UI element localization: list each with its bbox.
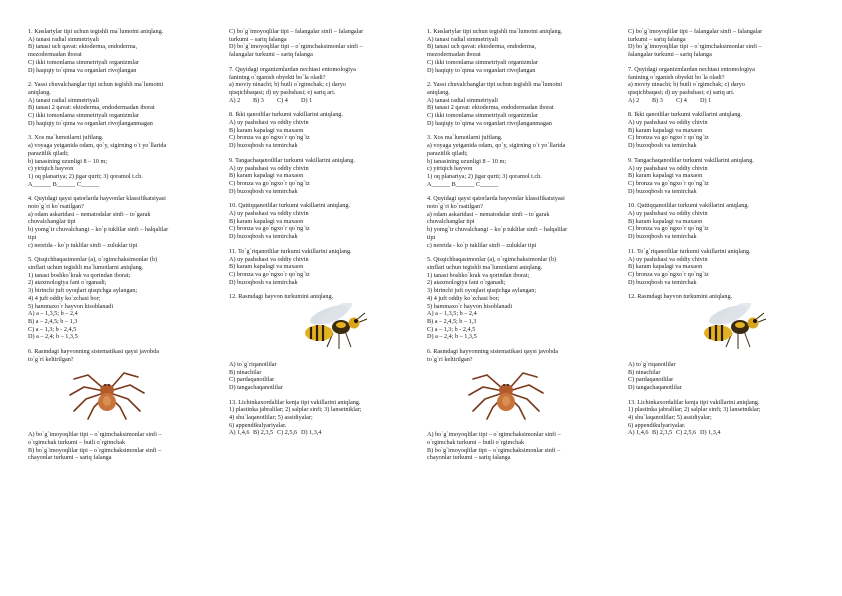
spider-illustration — [465, 365, 619, 424]
answer-options — [628, 429, 820, 437]
text-line: C) a – 1,3; b - 2,4,5 — [427, 325, 476, 333]
text-line: B) tanasi uch qavat: ektoderma, endoderma, — [427, 43, 537, 51]
page-column-3 — [427, 28, 619, 469]
text-line: 10. Qattiqqanotlilar turkumi vakillarini aniqlang. — [229, 202, 350, 210]
text-line: a) moviy ninachi; b) butli o`rgimchak; c) daryo — [628, 81, 745, 89]
answer-option: A) 1,4,6 — [229, 429, 250, 437]
question-block — [427, 348, 619, 424]
text-line: 3. Xos ma`lumotlarni juftlang. — [427, 134, 503, 142]
text-line: 2. Yassi chuvalchanglar tipi uchun tegishli ma`lumotni — [28, 81, 164, 89]
text-line: C) bronza va go`ngxo`r qo`ng`iz — [229, 270, 310, 278]
text-line: 8. Ikki qanotlilar turkumi vakillarini aniqlang. — [229, 111, 343, 119]
text-line: 4) 4 juft oddiy ko`zchasi bor; — [427, 294, 500, 302]
text-line: chuvalchanglar tipi — [28, 218, 76, 226]
question-block — [229, 399, 421, 438]
text-line: noto`g`ri ko`rsatilgan? — [28, 203, 84, 211]
text-line: D) tangachaqanotlilar — [229, 383, 283, 391]
question-block — [427, 81, 619, 127]
question-block — [28, 134, 220, 188]
text-line: 12. Rasmdagi hayvon turkumini aniqlang. — [229, 293, 334, 301]
question-block — [427, 256, 619, 341]
text-line: parazitlik qiladi; — [427, 149, 468, 157]
text-line: c) yirtqich hayvon — [28, 165, 74, 173]
question-block — [628, 28, 820, 59]
text-line: A) bo`g`imoyoqlilar tipi – o`rgimchaksimonlar sinfi – — [427, 431, 561, 439]
text-line: A) to`g`riqanotlilar — [229, 360, 277, 368]
text-line: B) karam kapalagi va maxaon — [628, 217, 703, 225]
text-line: C) ikki tomonlama simmetriyali organizmlar — [28, 112, 139, 120]
question-block — [229, 293, 421, 353]
text-line: aniqlang. — [28, 88, 51, 96]
text-line: D) a – 2,4; b – 1,3,5 — [427, 333, 477, 341]
text-line: A) tanasi radial simmetriyali — [28, 35, 99, 43]
question-block — [28, 256, 220, 341]
text-line: A) tanasi radial simmetriyali — [427, 96, 498, 104]
text-line: 4) 4 juft oddiy ko`zchasi bor; — [28, 294, 101, 302]
text-line: tipi — [28, 233, 37, 241]
question-block — [229, 202, 421, 241]
text-line: falangalar turkumi – sariq falanga — [628, 51, 712, 59]
answer-option: D) 1,3,4 — [301, 429, 322, 437]
question-block — [427, 28, 619, 74]
text-line: B) a – 2,4,5; b – 1,3 — [427, 317, 477, 325]
text-line: B) tanasi uch qavat: ektoderma, endoderma, — [28, 43, 138, 51]
text-line: B) tanasi 2 qavat: ektoderma, endodermadan iborat — [28, 104, 155, 112]
text-line: 7. Quyidagi organizmlardan nechtasi entomologiya — [229, 65, 356, 73]
text-line: 1) tanasi boshko`krak va qorindan iborat; — [28, 271, 131, 279]
text-line: 4) shu`laqanotlilar; 5) assidiyalar; — [628, 414, 712, 422]
text-line: D) buzoqbosh va temirchak — [628, 278, 697, 286]
question-block — [427, 134, 619, 188]
text-line: B) tanasi 2 qavat: ektoderma, endodermadan iborat — [427, 104, 554, 112]
spider-illustration — [66, 365, 220, 424]
text-line: A) a – 1,3,5; b – 2,4 — [28, 310, 78, 318]
question-block — [628, 202, 820, 241]
text-line: 4. Quyidagi qaysi qatorlarda hayvonlar klassifikatsiyasi — [28, 195, 166, 203]
text-line: D) haqiqiy to`qima va organlari rivojlangan — [427, 66, 536, 74]
text-line: A) uy pashshasi va oddiy chivin — [628, 164, 708, 172]
text-line: o`rgimchak turkumi – butli o`rgimchak — [427, 438, 525, 446]
text-line: A) tanasi radial simmetriyali — [427, 35, 498, 43]
text-line: D) haqiqiy to`qima va organlari rivojlanganmagan — [28, 119, 153, 127]
text-line: 4. Quyidagi qaysi qatorlarda hayvonlar klassifikatsiyasi — [427, 195, 565, 203]
text-line: a) voyaga yetganida odam, qo`y, sigirning o`t yo`llarida — [427, 142, 566, 150]
answer-options — [628, 97, 820, 105]
answer-options — [229, 97, 421, 105]
text-line: D) buzoqbosh va temirchak — [628, 142, 697, 150]
text-line: A) to`g`riqanotlilar — [628, 360, 676, 368]
page-column-2 — [229, 28, 421, 444]
text-line: 3) birinchi juft oyoqlari qisqichga aylangan; — [28, 287, 138, 295]
text-line: 1. Kиslariylar tipi uchun tegishli ma`lumotni aniqlang. — [427, 28, 563, 35]
text-line: c) nereida - ko`p tuklilar sinfi – zuluklar tipi — [28, 241, 138, 249]
text-line: aniqlang. — [427, 88, 450, 96]
text-line: 7. Quyidagi organizmlardan nechtasi entomologiya — [628, 65, 755, 73]
text-line: 8. Ikki qanotlilar turkumi vakillarini aniqlang. — [628, 111, 742, 119]
text-line: A) uy pashshasi va oddiy chivin — [229, 164, 309, 172]
text-line: noto`g`ri ko`rsatilgan? — [427, 203, 483, 211]
text-line: parazitlik qiladi; — [28, 149, 69, 157]
text-line: B) a – 2,4,5; b – 1,3 — [28, 317, 78, 325]
text-line: 10. Qattiqqanotlilar turkumi vakillarini aniqlang. — [628, 202, 749, 210]
question-block — [28, 348, 220, 424]
text-line: A) uy pashshasi va oddiy chivin — [628, 255, 708, 263]
text-line: C) bronza va go`ngxo`r qo`ng`iz — [229, 134, 310, 142]
question-block — [229, 157, 421, 196]
text-line: B) ninachilar — [628, 368, 661, 376]
text-line: chayonlar turkumi – sariq falanga — [28, 454, 112, 462]
question-block — [427, 431, 619, 462]
text-line: B) karam kapalagi va maxaon — [628, 263, 703, 271]
text-line: D) bo`g`imoyoqlilar tipi – o`rgimchaksimonlar sinfi – — [229, 43, 363, 51]
text-line: C) bronza va go`ngxo`r qo`ng`iz — [229, 179, 310, 187]
wasp-illustration — [698, 303, 820, 354]
text-line: 9. Tangachaqanotlilar turkumi vakillarini aniqlang. — [229, 156, 355, 164]
text-line: A______ B______ C______ — [28, 180, 100, 188]
wasp-illustration — [299, 303, 421, 354]
answer-option: D) 1 — [301, 96, 313, 104]
text-line: D) haqiqiy to`qima va organlari rivojlangan — [28, 66, 137, 74]
text-line: D) buzoqbosh va temirchak — [229, 142, 298, 150]
text-line: D) haqiqiy to`qima va organlari rivojlanganmagan — [427, 119, 552, 127]
text-line: C) bronza va go`ngxo`r qo`ng`iz — [628, 270, 709, 278]
text-line: D) buzoqbosh va temirchak — [628, 187, 697, 195]
question-block — [427, 195, 619, 249]
text-line: C) pardaqanotlilar — [229, 376, 275, 384]
text-line: 13. Lichinkaxordalilar kenja tipi vakillarini aniqlang. — [229, 398, 361, 406]
text-line: 5) hammaxo`r hayvon hisoblanadi — [427, 302, 513, 310]
text-line: to`g`ri keltirilgan? — [28, 355, 74, 363]
text-line: 5. Qisqichbaqasimonlar (a), o`rgimchaksimonlar (b) — [427, 256, 557, 264]
text-line: A) uy pashshasi va oddiy chivin — [229, 210, 309, 218]
question-block — [628, 157, 820, 196]
text-line: turkumi – sariq falanga — [229, 35, 287, 43]
text-line: sinflari uchun tegishli ma`lumotlarni aniqlang. — [28, 263, 144, 271]
text-line: C) bo`g`imoyoqlilar tipi – falangalar sinfi – falangalar — [628, 28, 763, 35]
answer-option: B) 2,3,5 — [253, 429, 274, 437]
text-line: b) tanasining uzunligi 8 – 10 m; — [28, 157, 108, 165]
answer-option: C) 2,5,6 — [676, 429, 697, 437]
text-line: turkumi – sariq falanga — [628, 35, 686, 43]
text-line: a) odam askaridasi – nematodalar sinfi – to`garak — [28, 210, 151, 218]
text-line: 6) appendikulyariyalar. — [229, 421, 287, 429]
text-line: B) karam kapalagi va maxaon — [229, 217, 304, 225]
text-line: fanining o`rganish obyekti bo`la oladi? — [628, 73, 725, 81]
text-line: C) bronza va go`ngxo`r qo`ng`iz — [628, 134, 709, 142]
text-line: A) uy pashshasi va oddiy chivin — [229, 255, 309, 263]
page-column-4 — [628, 28, 820, 444]
question-block — [628, 66, 820, 105]
text-line: o`rgimchak turkumi – butli o`rgimchak — [28, 438, 126, 446]
text-line: C) a – 1,3; b - 2,4,5 — [28, 325, 77, 333]
text-line: c) nereida - ko`p tuklilar sinfi – zuluklar tipi — [427, 241, 537, 249]
text-line: 11. To`g`riqanotlilar turkumi vakillarini aniqlang. — [628, 247, 751, 255]
text-line: C) ikki tomonlama simmetriyali organizmlar — [427, 112, 538, 120]
answer-options — [229, 429, 421, 437]
text-line: B) bo`g`imoyoqlilar tipi – o`rgimchaksimonlar sinfi – — [427, 446, 561, 454]
answer-option: D) 1 — [700, 96, 712, 104]
text-line: c) yirtqich hayvon — [427, 165, 473, 173]
question-block — [28, 81, 220, 127]
text-line: C) pardaqanotlilar — [628, 376, 674, 384]
question-block — [28, 431, 220, 462]
answer-option: A) 2 — [628, 96, 640, 104]
answer-option: B) 3 — [652, 96, 663, 104]
text-line: A) uy pashshasi va oddiy chivin — [628, 210, 708, 218]
answer-option: A) 2 — [229, 96, 241, 104]
text-line: B) bo`g`imoyoqlilar tipi – o`rgimchaksimonlar sinfi – — [28, 446, 162, 454]
text-line: chuvalchanglar tipi — [427, 218, 475, 226]
text-line: B) karam kapalagi va maxaon — [628, 172, 703, 180]
answer-option: C) 2,5,6 — [277, 429, 298, 437]
answer-option: D) 1,3,4 — [700, 429, 721, 437]
text-line: D) buzoqbosh va temirchak — [229, 233, 298, 241]
answer-option: B) 2,3,5 — [652, 429, 673, 437]
text-line: to`g`ri keltirilgan? — [427, 355, 473, 363]
question-block — [628, 111, 820, 150]
text-line: 1) oq planariya; 2) jigar qurti; 3) qoramol t.ch. — [427, 172, 542, 180]
text-line: b) tanasining uzunligi 8 – 10 m; — [427, 157, 507, 165]
text-line: 11. To`g`riqanotlilar turkumi vakillarini aniqlang. — [229, 247, 352, 255]
text-line: 1) plastinka jabralilar; 2) salplar sinfi; 3) lansetniklar; — [229, 406, 362, 414]
question-block — [229, 248, 421, 287]
text-line: B) karam kapalagi va maxaon — [628, 126, 703, 134]
question-block — [28, 195, 220, 249]
text-line: B) karam kapalagi va maxaon — [229, 126, 304, 134]
text-line: 2) ataxmologiya fani o`rganadi; — [28, 279, 107, 287]
text-line: qisqichbaqasi; d) uy pashshasi; e) sariq ari. — [628, 88, 735, 96]
text-line: D) tangachaqanotlilar — [628, 383, 682, 391]
text-line: fanining o`rganish obyekti bo`la oladi? — [229, 73, 326, 81]
question-block — [628, 399, 820, 438]
text-line: 3) birinchi juft oyoqlari qisqichga aylangan; — [427, 287, 537, 295]
text-line: 2) ataxmologiya fani o`rganadi; — [427, 279, 506, 287]
text-line: C) bo`g`imoyoqlilar tipi – falangalar sinfi – falangalar — [229, 28, 364, 35]
text-line: D) buzoqbosh va temirchak — [229, 187, 298, 195]
text-line: 1. Kиslariylar tipi uchun tegishli ma`lumotni aniqlang. — [28, 28, 164, 35]
question-block — [229, 361, 421, 392]
text-line: 3. Xos ma`lumotlarni juftlang. — [28, 134, 104, 142]
text-line: A) bo`g`imoyoqlilar tipi – o`rgimchaksimonlar sinfi – — [28, 431, 162, 439]
text-line: C) ikki tomonlama simmetriyali organizmlar — [427, 58, 538, 66]
text-line: 2. Yassi chuvalchanglar tipi uchun tegishli ma`lumotni — [427, 81, 563, 89]
text-line: 1) tanasi boshko`krak va qorindan iborat; — [427, 271, 530, 279]
text-line: A) uy pashshasi va oddiy chivin — [628, 119, 708, 127]
text-line: A) tanasi radial simmetriyali — [28, 96, 99, 104]
answer-option: C) 4 — [277, 96, 288, 104]
text-line: sinflari uchun tegishli ma`lumotlarni aniqlang. — [427, 263, 543, 271]
text-line: 4) shu`laqanotlilar; 5) assidiyalar; — [229, 414, 313, 422]
text-line: 1) oq planariya; 2) jigar qurti; 3) qoramol t.ch. — [28, 172, 143, 180]
text-line: A______ B______ C______ — [427, 180, 499, 188]
text-line: C) ikki tomonlama simmetriyali organizmlar — [28, 58, 139, 66]
text-line: D) buzoqbosh va temirchak — [628, 233, 697, 241]
text-line: tipi — [427, 233, 436, 241]
answer-option: B) 3 — [253, 96, 264, 104]
question-block — [229, 111, 421, 150]
text-line: b) yomg`ir chuvalchangi – ko`p tuklilar sinfi – halqalilar — [28, 226, 169, 234]
text-line: B) karam kapalagi va maxaon — [229, 172, 304, 180]
question-block — [628, 248, 820, 287]
text-line: 12. Rasmdagi hayvon turkumini aniqlang. — [628, 293, 733, 301]
text-line: b) yomg`ir chuvalchangi – ko`p tuklilar sinfi – halqalilar — [427, 226, 568, 234]
text-line: mezodermadan iborat — [427, 51, 481, 59]
text-line: D) bo`g`imoyoqlilar tipi – o`rgimchaksimonlar sinfi – — [628, 43, 762, 51]
question-block — [229, 28, 421, 59]
text-line: B) karam kapalagi va maxaon — [229, 263, 304, 271]
text-line: A) uy pashshasi va oddiy chivin — [229, 119, 309, 127]
text-line: 1) plastinka jabralilar; 2) salplar sinfi; 3) lansetniklar; — [628, 406, 761, 414]
text-line: D) buzoqbosh va temirchak — [229, 278, 298, 286]
text-line: 6. Rasmdagi hayvonning sistematikasi qaysi javobda — [28, 348, 159, 356]
text-line: C) bronza va go`ngxo`r qo`ng`iz — [229, 225, 310, 233]
text-line: chayonlar turkumi – sariq falanga — [427, 454, 511, 462]
text-line: 13. Lichinkaxordalilar kenja tipi vakillarini aniqlang. — [628, 398, 760, 406]
text-line: a) odam askaridasi – nematodalar sinfi – to`garak — [427, 210, 550, 218]
text-line: falangalar turkumi – sariq falanga — [229, 51, 313, 59]
text-line: 6. Rasmdagi hayvonning sistematikasi qaysi javobda — [427, 348, 558, 356]
answer-option: A) 1,4,6 — [628, 429, 649, 437]
text-line: 5) hammaxo`r hayvon hisoblanadi — [28, 302, 114, 310]
answer-option: C) 4 — [676, 96, 687, 104]
question-block — [229, 66, 421, 105]
text-line: C) bronza va go`ngxo`r qo`ng`iz — [628, 225, 709, 233]
text-line: D) a – 2,4; b – 1,3,5 — [28, 333, 78, 341]
text-line: A) a – 1,3,5; b – 2,4 — [427, 310, 477, 318]
question-block — [628, 361, 820, 392]
text-line: mezodermadan iborat — [28, 51, 82, 59]
text-line: 9. Tangachaqanotlilar turkumi vakillarini aniqlang. — [628, 156, 754, 164]
page-column-1 — [28, 28, 220, 469]
text-line: C) bronza va go`ngxo`r qo`ng`iz — [628, 179, 709, 187]
question-block — [628, 293, 820, 353]
text-line: 6) appendikulyariyalar. — [628, 421, 686, 429]
text-line: qisqichbaqasi; d) uy pashshasi; e) sariq ari. — [229, 88, 336, 96]
text-line: a) moviy ninachi; b) butli o`rgimchak; c) daryo — [229, 81, 346, 89]
text-line: B) ninachilar — [229, 368, 262, 376]
question-block — [28, 28, 220, 74]
text-line: a) voyaga yetganida odam, qo`y, sigirning o`t yo`llarida — [28, 142, 167, 150]
text-line: 5. Qisqichbaqasimonlar (a), o`rgimchaksimonlar (b) — [28, 256, 158, 264]
